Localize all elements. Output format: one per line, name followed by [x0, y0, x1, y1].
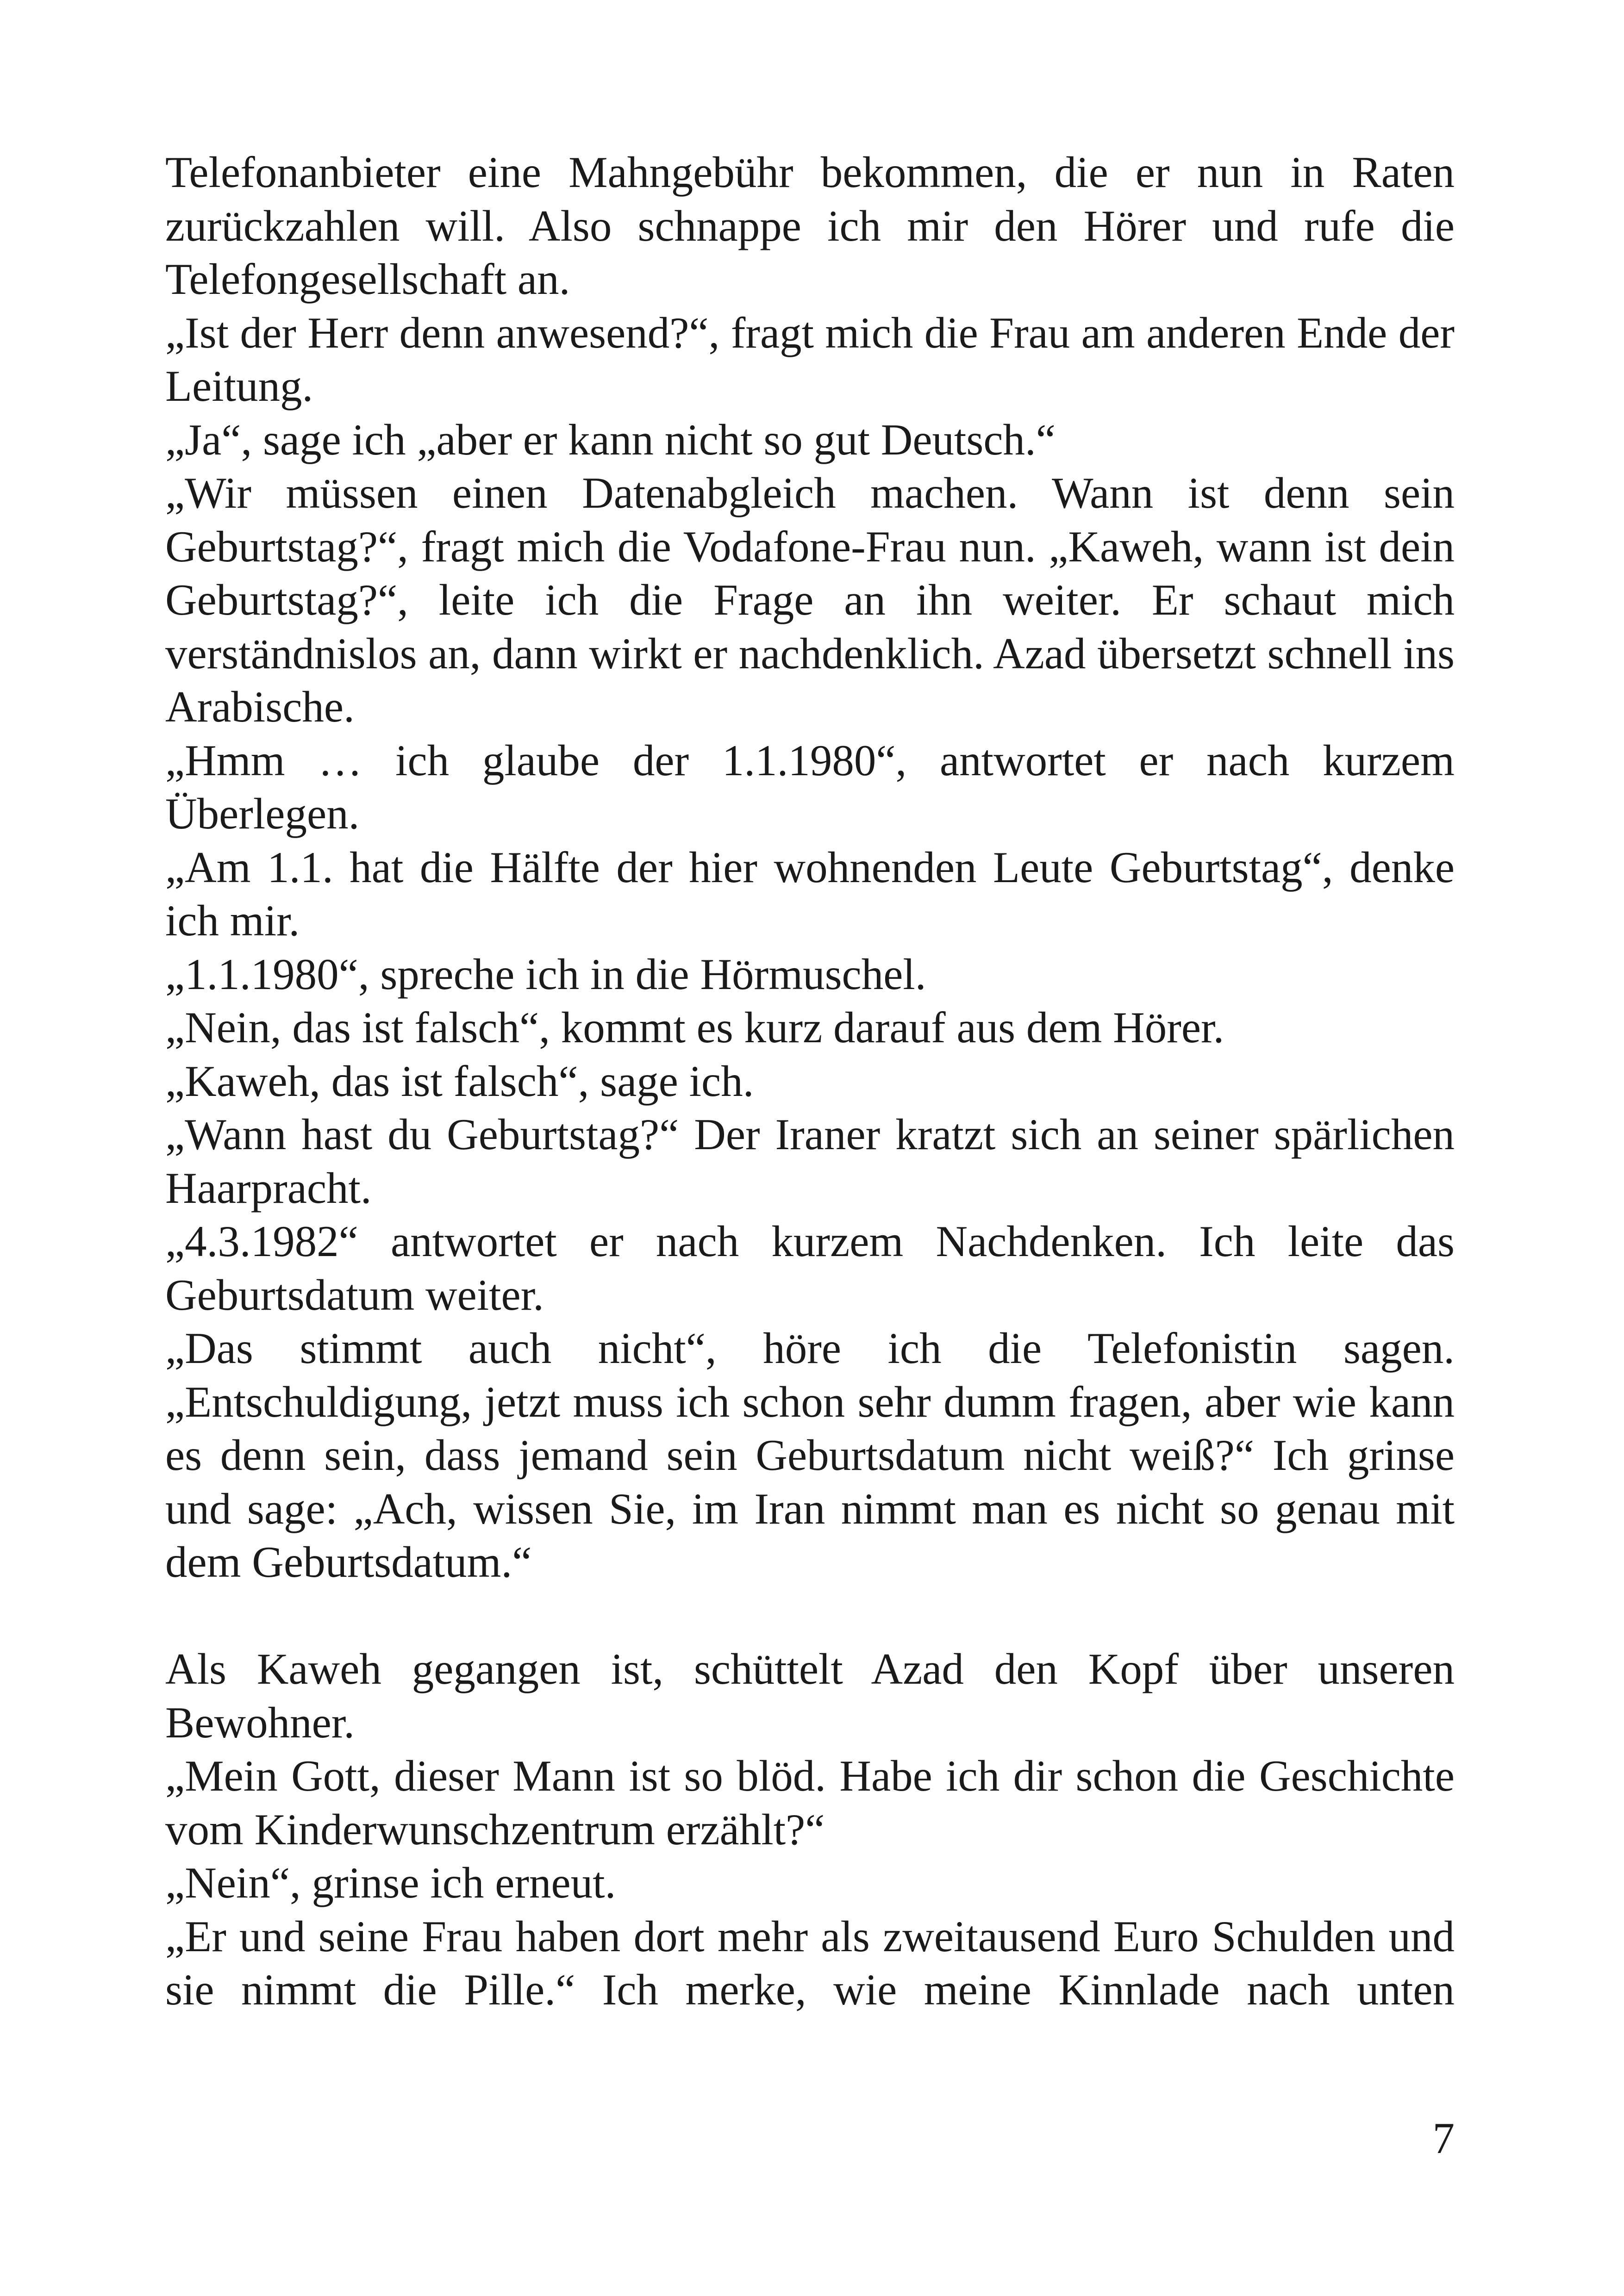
paragraph: „Hmm … ich glaube der 1.1.1980“, antwortet er nach kurzem Überlegen.: [165, 735, 1455, 838]
paragraph: „Ist der Herr denn anwesend?“, fragt mich die Frau am anderen Ende der Leitung.: [165, 308, 1455, 411]
paragraph: „Kaweh, das ist falsch“, sage ich.: [165, 1056, 754, 1106]
paragraph: „Nein“, grinse ich erneut.: [165, 1858, 616, 1907]
paragraph: „Wann hast du Geburtstag?“ Der Iraner kratzt sich an seiner spärlichen Haarpracht.: [165, 1110, 1455, 1213]
paragraph: „4.3.1982“ antwortet er nach kurzem Nachdenken. Ich leite das Geburtsdatum weiter.: [165, 1217, 1455, 1319]
paragraph: „Ja“, sage ich „aber er kann nicht so gut Deutsch.“: [165, 415, 1056, 464]
paragraph: Als Kaweh gegangen ist, schüttelt Azad den Kopf über unseren Bewohner.: [165, 1644, 1455, 1747]
paragraph: „Wir müssen einen Datenabgleich machen. Wann ist denn sein Geburtstag?“, fragt mich die Vodafone-Frau nun. „Kaweh, wann ist dein Geburtstag?“, leite ich die Frage an ihn weiter. Er schaut mich verständnislos an, dann wirkt er nachdenklich. Azad übersetzt schnell ins Arabische.: [165, 468, 1455, 731]
paragraph: „Mein Gott, dieser Mann ist so blöd. Habe ich dir schon die Geschichte vom Kinderwunschzentrum erzählt?“: [165, 1751, 1455, 1854]
paragraph: „Das stimmt auch nicht“, höre ich die Telefonistin sagen. „Entschuldigung, jetzt muss ich schon sehr dumm fragen, aber wie kann es denn sein, dass jemand sein Geburtsdatum nicht weiß?“ Ich grinse und sage: „Ach, wissen Sie, im Iran nimmt man es nicht so genau mit dem Geburtsdatum.“: [165, 1324, 1455, 1587]
paragraph: „Nein, das ist falsch“, kommt es kurz darauf aus dem Hörer.: [165, 1003, 1224, 1052]
section-break: [165, 1589, 1455, 1643]
paragraph: „Er und seine Frau haben dort mehr als zweitausend Euro Schulden und sie nimmt die Pille.“ Ich merke, wie meine Kinnlade nach unten: [165, 1911, 1455, 2014]
paragraph: „1.1.1980“, spreche ich in die Hörmuschel.: [165, 949, 926, 999]
paragraph: Telefonanbieter eine Mahngebühr bekommen, die er nun in Raten zurückzahlen will. Also schnappe ich mir den Hörer und rufe die Telefongesellschaft an.: [165, 148, 1455, 304]
body-text: [165, 146, 1455, 2017]
page-number: 7: [1432, 2114, 1455, 2163]
paragraph: „Am 1.1. hat die Hälfte der hier wohnenden Leute Geburtstag“, denke ich mir.: [165, 842, 1455, 945]
